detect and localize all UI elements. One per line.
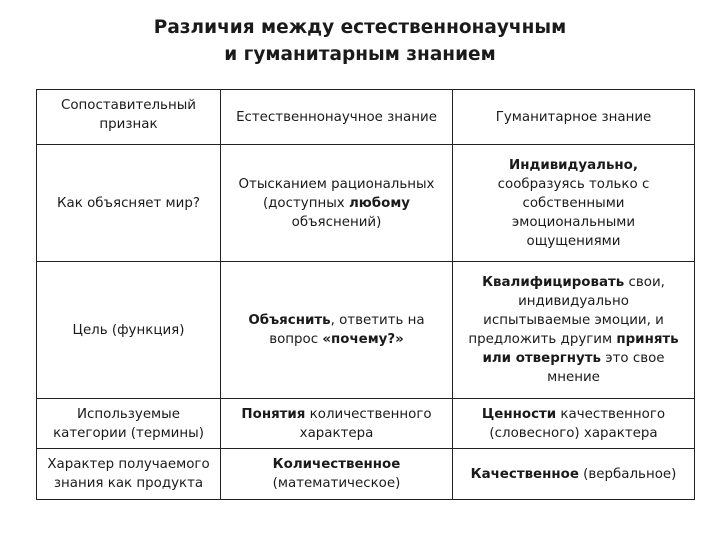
natural-categories: Понятия количественного характера [221, 399, 453, 449]
criterion-explains-world: Как объясняет мир? [37, 145, 221, 262]
comparison-table [36, 89, 695, 500]
humanities-purpose: Квалифицировать свои, индивидуально испытываемые эмоции, и предложить другим принять или отвергнуть это свое мнение [453, 262, 695, 399]
header-criterion-line1: Сопоставительный [61, 98, 196, 113]
criterion-purpose: Цель (функция) [37, 262, 221, 399]
header-criterion [37, 90, 221, 145]
slide-title [0, 14, 720, 68]
header-humanities: Гуманитарное знание [453, 90, 695, 145]
criterion-knowledge-product: Характер получаемого знания как продукта [37, 449, 221, 500]
header-criterion-line2: признак [99, 117, 158, 132]
table-header-row [37, 90, 695, 145]
humanities-knowledge-product: Качественное (вербальное) [453, 449, 695, 500]
table-row-knowledge-product [37, 449, 695, 500]
natural-explains-world: Отысканием рациональных (доступных любому объяснений) [221, 145, 453, 262]
natural-knowledge-product: Количественное (математическое) [221, 449, 453, 500]
humanities-explains-world: Индивидуально, сообразуясь только с собственными эмоциональными ощущениями [453, 145, 695, 262]
table-row-explains-world [37, 145, 695, 262]
header-natural-science: Естественнонаучное знание [221, 90, 453, 145]
natural-purpose: Объяснить, ответить на вопрос «почему?» [221, 262, 453, 399]
table-row-purpose [37, 262, 695, 399]
table-row-categories [37, 399, 695, 449]
criterion-categories: Используемые категории (термины) [37, 399, 221, 449]
title-line-1: Различия между естественнонаучным [153, 17, 567, 38]
title-line-2: и гуманитарным знанием [224, 44, 496, 65]
humanities-categories: Ценности качественного (словесного) характера [453, 399, 695, 449]
